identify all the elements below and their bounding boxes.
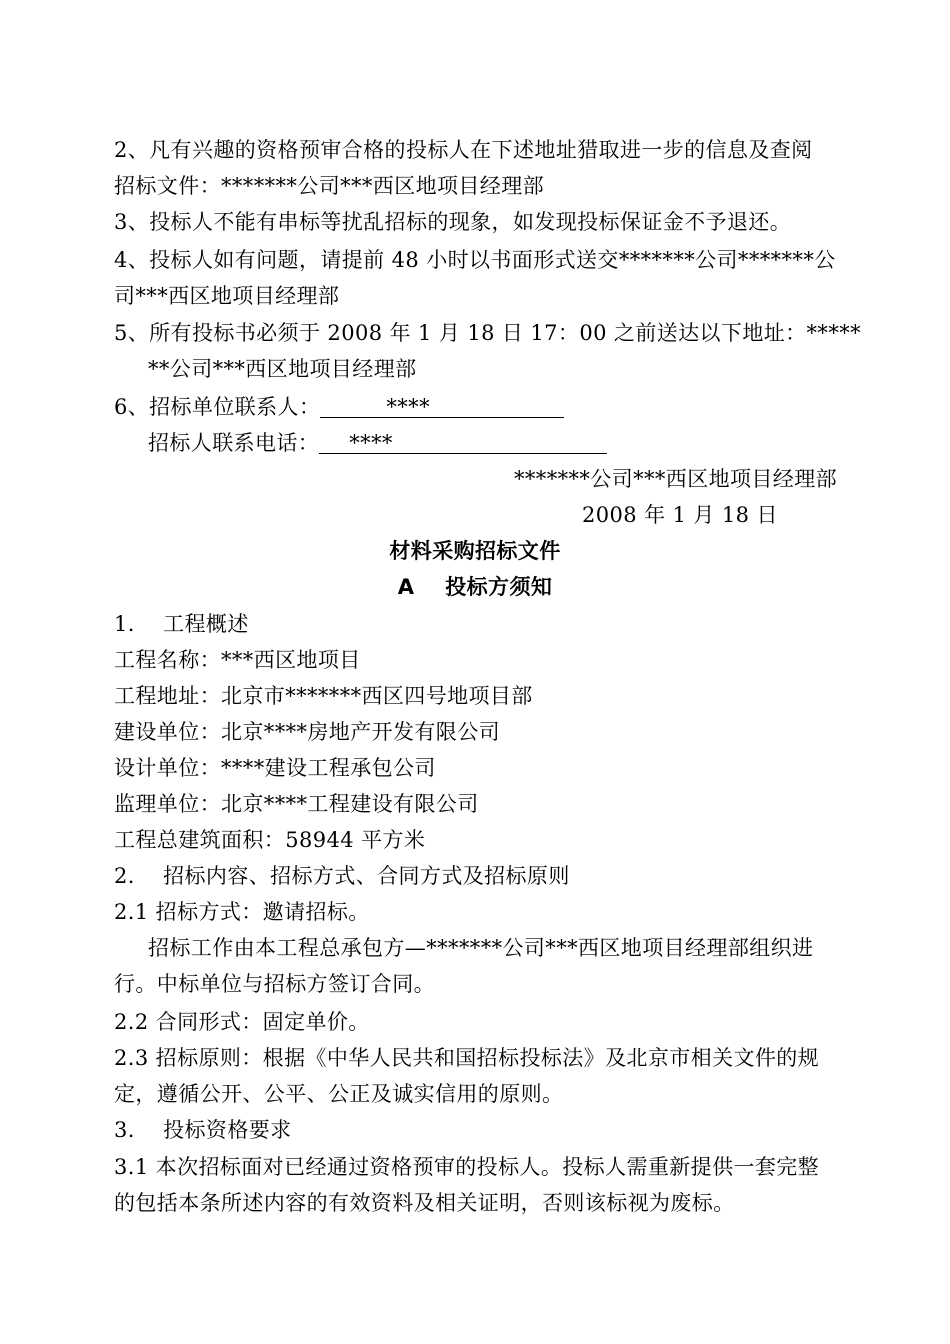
section-3-1-line-1: 3.1 本次招标面对已经通过资格预审的投标人。投标人需重新提供一套完整 — [114, 1155, 820, 1179]
section-1-heading: 1. 工程概述 — [114, 612, 249, 636]
section-2-1: 2.1 招标方式：邀请招标。 — [114, 900, 370, 924]
notice-item-4-line-2: 司***西区地项目经理部 — [114, 284, 340, 308]
notice-item-3: 3、投标人不能有串标等扰乱招标的现象，如发现投标保证金不予退还。 — [114, 210, 792, 234]
section-2-3-line-2: 定，遵循公开、公平、公正及诚实信用的原则。 — [114, 1082, 564, 1106]
notice-item-6-contact — [114, 395, 564, 419]
signature-date: 2008 年 1 月 18 日 — [582, 503, 778, 527]
notice-item-5-line-1: 5、所有投标书必须于 2008 年 1 月 18 日 17：00 之前送达以下地址：***** — [114, 321, 862, 345]
contact-label: 6、招标单位联系人： — [114, 395, 321, 419]
section-2-3-line-1: 2.3 招标原则：根据《中华人民共和国招标投标法》及北京市相关文件的规 — [114, 1046, 820, 1070]
notice-item-6-phone — [148, 431, 607, 455]
phone-value: **** — [319, 433, 607, 454]
project-name: 工程名称：***西区地项目 — [114, 648, 361, 672]
supervisor-unit: 监理单位：北京****工程建设有限公司 — [114, 792, 479, 816]
document-title: 材料采购招标文件 — [389, 539, 561, 563]
project-address: 工程地址：北京市*******西区四号地项目部 — [114, 684, 533, 708]
phone-label: 招标人联系电话： — [148, 431, 320, 455]
section-2-1-paragraph-line-1: 招标工作由本工程总承包方—*******公司***西区地项目经理部组织进 — [148, 936, 814, 960]
section-2-heading: 2. 招标内容、招标方式、合同方式及招标原则 — [114, 864, 570, 888]
builder-unit: 建设单位：北京****房地产开发有限公司 — [114, 720, 500, 744]
signature-org: *******公司***西区地项目经理部 — [514, 467, 837, 491]
section-3-1-line-2: 的包括本条所述内容的有效资料及相关证明，否则该标视为废标。 — [114, 1191, 735, 1215]
designer-unit: 设计单位：****建设工程承包公司 — [114, 756, 436, 780]
document-subtitle: A 投标方须知 — [397, 575, 553, 599]
contact-value: **** — [320, 397, 564, 418]
notice-item-2-line-1: 2、凡有兴趣的资格预审合格的投标人在下述地址猎取进一步的信息及查阅 — [114, 138, 813, 162]
notice-item-2-line-2: 招标文件：*******公司***西区地项目经理部 — [114, 174, 544, 198]
notice-item-4-line-1: 4、投标人如有问题，请提前 48 小时以书面形式送交*******公司*******公 — [114, 248, 836, 272]
notice-item-5-line-2: **公司***西区地项目经理部 — [148, 357, 417, 381]
section-2-2: 2.2 合同形式：固定单价。 — [114, 1010, 370, 1034]
section-3-heading: 3. 投标资格要求 — [114, 1118, 292, 1142]
section-2-1-paragraph-line-2: 行。中标单位与招标方签订合同。 — [114, 972, 435, 996]
total-area: 工程总建筑面积：58944 平方米 — [114, 828, 426, 852]
